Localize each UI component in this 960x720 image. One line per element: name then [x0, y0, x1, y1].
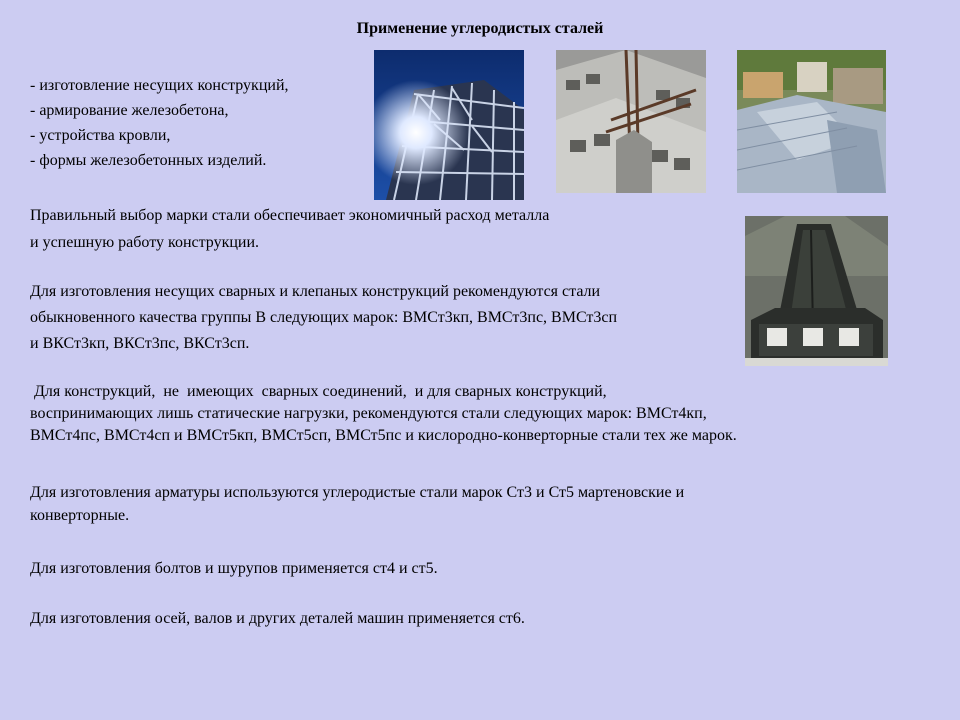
concrete-form-photo	[745, 216, 888, 366]
steel-frame-building-photo	[374, 50, 524, 200]
paragraph-line: воспринимающих лишь статические нагрузки, рекомендуются стали следующих марок: ВМСт4кп,	[30, 405, 707, 422]
paragraph-line: и успешную работу конструкции.	[30, 234, 260, 251]
paragraph-line: и ВКСт3кп, ВКСт3пс, ВКСт3сп.	[30, 335, 250, 352]
applications-list	[30, 73, 289, 173]
paragraph-line: обыкновенного качества группы В следующих марок: ВМСт3кп, ВМСт3пс, ВМСт3сп	[30, 309, 618, 326]
paragraph-shafts: Для изготовления осей, валов и других деталей машин применяется ст6.	[30, 610, 525, 627]
list-item: - армирование железобетона,	[30, 102, 229, 119]
paragraph-line: Для изготовления несущих сварных и клепаных конструкций рекомендуются стали	[30, 283, 601, 300]
paragraph-steel-grade-choice	[30, 202, 549, 256]
paragraph-rebar	[30, 481, 684, 527]
list-item: - формы железобетонных изделий.	[30, 152, 267, 169]
paragraph-static-loads	[30, 381, 737, 447]
paragraph-line: Правильный выбор марки стали обеспечивает экономичный расход металла	[30, 207, 550, 224]
list-item: - изготовление несущих конструкций,	[30, 77, 289, 94]
metal-roof-photo	[737, 50, 886, 193]
paragraph-line: Для конструкций, не имеющих сварных соединений, и для сварных конструкций,	[30, 383, 607, 400]
paragraph-welded-structures	[30, 279, 617, 357]
list-item: - устройства кровли,	[30, 127, 171, 144]
paragraph-line: Для изготовления арматуры используются углеродистые стали марок Ст3 и Ст5 мартеновские и	[30, 484, 685, 501]
reinforced-blocks-photo	[556, 50, 706, 193]
page-title: Применение углеродистых сталей	[356, 20, 604, 37]
paragraph-line: конверторные.	[30, 507, 130, 524]
paragraph-bolts: Для изготовления болтов и шурупов применяется ст4 и ст5.	[30, 560, 438, 577]
paragraph-line: ВМСт4пс, ВМСт4сп и ВМСт5кп, ВМСт5сп, ВМСт5пс и кислородно-конверторные стали тех же марок.	[30, 427, 737, 444]
